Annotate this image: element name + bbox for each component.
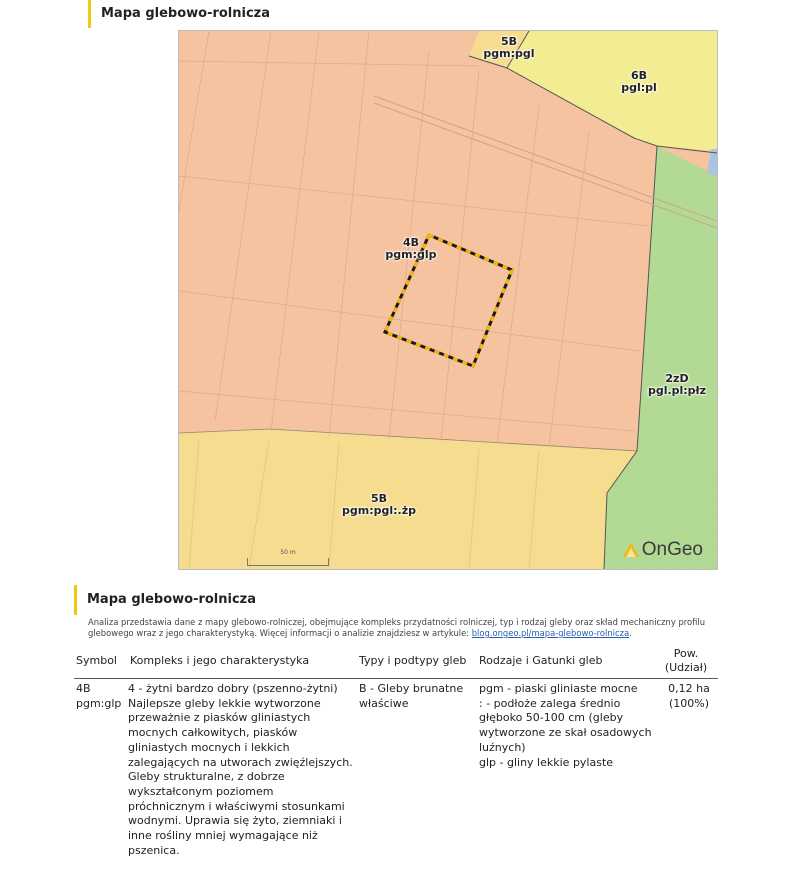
cell-kompleks-line: zalegających na utworach zwięźlejszych. bbox=[128, 755, 353, 769]
cell-kompleks-line: inne rośliny mniej wymagające niż bbox=[128, 829, 318, 843]
cell-pow-share: (100%) bbox=[668, 696, 710, 710]
ongeo-logo-text: OnGeo bbox=[641, 539, 703, 560]
description-text: Analiza przedstawia dane z mapy glebowo-rolniczej, obejmujące kompleks przydatności rolniczej, typ i rodzaj gleby oraz skład mechaniczny profilu glebowego wraz z jego charakterystyką. Więcej informacji o analizie znajdziesz w artykule: bbox=[88, 617, 706, 638]
col-header-typy: Typy i podtypy gleb bbox=[359, 654, 467, 667]
scale-label: 50 m bbox=[280, 549, 296, 556]
cell-kompleks-line: przeważnie z piasków gliniastych bbox=[128, 711, 311, 725]
cell-rodzaje bbox=[479, 682, 659, 770]
cell-kompleks-line: 4 - żytni bardzo dobry (pszenno-żytni) bbox=[128, 682, 338, 695]
page-header-title: Mapa glebowo-rolnicza bbox=[101, 6, 271, 21]
zone-label bbox=[342, 493, 416, 517]
zone-code: 5B bbox=[370, 492, 388, 505]
cell-kompleks-line: gliniastych mocnych i lekkich bbox=[128, 740, 290, 754]
zone-type: pgm:pgl bbox=[483, 47, 535, 60]
zone-label bbox=[483, 36, 534, 60]
cell-kompleks-line: mocnych całkowitych, piasków bbox=[128, 726, 298, 740]
cell-typy-line: B - Gleby brunatne bbox=[359, 682, 464, 695]
col-header-pow bbox=[656, 647, 716, 675]
cell-rodzaje-line: luźnych) bbox=[479, 740, 526, 754]
ongeo-logo-icon bbox=[623, 543, 639, 557]
scale-bar bbox=[247, 549, 329, 566]
zone-label bbox=[621, 70, 657, 94]
col-header-kompleks: Kompleks i jego charakterystyka bbox=[130, 654, 310, 667]
article-link[interactable]: blog.ongeo.pl/mapa-glebowo-rolnicza bbox=[471, 628, 630, 638]
cell-rodzaje-line: : - podłoże zalega średnio bbox=[479, 696, 621, 710]
cell-kompleks-line: Gleby strukturalne, z dobrze bbox=[128, 770, 285, 784]
zone-code: 6B bbox=[630, 69, 648, 82]
zone-type: pgm:pgl:.żp bbox=[342, 504, 416, 517]
zone-label bbox=[648, 373, 706, 397]
description-end: . bbox=[629, 628, 632, 638]
cell-kompleks-line: próchnicznym i właściwymi stosunkami bbox=[128, 799, 345, 813]
soil-map-canvas bbox=[179, 31, 717, 569]
col-header-rodzaje: Rodzaje i Gatunki gleb bbox=[479, 654, 603, 667]
cell-pow bbox=[662, 682, 716, 711]
cell-rodzaje-line: pgm - piaski gliniaste mocne bbox=[479, 682, 638, 695]
cell-symbol-line: pgm:glp bbox=[76, 696, 122, 710]
page-header bbox=[88, 0, 270, 28]
zone-code: 5B bbox=[500, 35, 518, 48]
header-divider bbox=[74, 678, 718, 679]
cell-typy bbox=[359, 682, 474, 711]
zone-code: 2zD bbox=[665, 372, 689, 385]
section-title: Mapa glebowo-rolnicza bbox=[87, 592, 257, 607]
col-header-pow-line2: (Udział) bbox=[664, 661, 708, 674]
col-header-pow-line1: Pow. bbox=[673, 647, 699, 660]
section-description bbox=[88, 617, 728, 639]
cell-kompleks bbox=[128, 682, 358, 858]
cell-symbol-line: 4B bbox=[76, 682, 91, 695]
section-header bbox=[74, 585, 256, 615]
cell-rodzaje-line: głęboko 50-100 cm (gleby bbox=[479, 711, 624, 725]
cell-pow-area: 0,12 ha bbox=[668, 682, 710, 695]
zone-code: 4B bbox=[402, 236, 420, 249]
ongeo-logo bbox=[623, 539, 703, 561]
zone-type: pgl:pl bbox=[621, 81, 657, 94]
cell-symbol bbox=[76, 682, 121, 711]
zone-type: pgm:glp bbox=[385, 248, 437, 261]
cell-typy-line: właściwe bbox=[359, 696, 409, 710]
cell-rodzaje-line: glp - gliny lekkie pylaste bbox=[479, 755, 614, 769]
cell-kompleks-line: Najlepsze gleby lekkie wytworzone bbox=[128, 696, 321, 710]
cell-kompleks-line: wodnymi. Uprawia się żyto, ziemniaki i bbox=[128, 814, 342, 828]
soil-map[interactable] bbox=[178, 30, 718, 570]
cell-kompleks-line: pszenica. bbox=[128, 843, 180, 857]
zone-label bbox=[385, 237, 436, 261]
col-header-symbol: Symbol bbox=[76, 654, 117, 667]
cell-kompleks-line: wykształconym poziomem bbox=[128, 784, 274, 798]
cell-rodzaje-line: wytworzone ze skał osadowych bbox=[479, 726, 652, 740]
zone-type: pgl.pl:płz bbox=[647, 384, 707, 397]
